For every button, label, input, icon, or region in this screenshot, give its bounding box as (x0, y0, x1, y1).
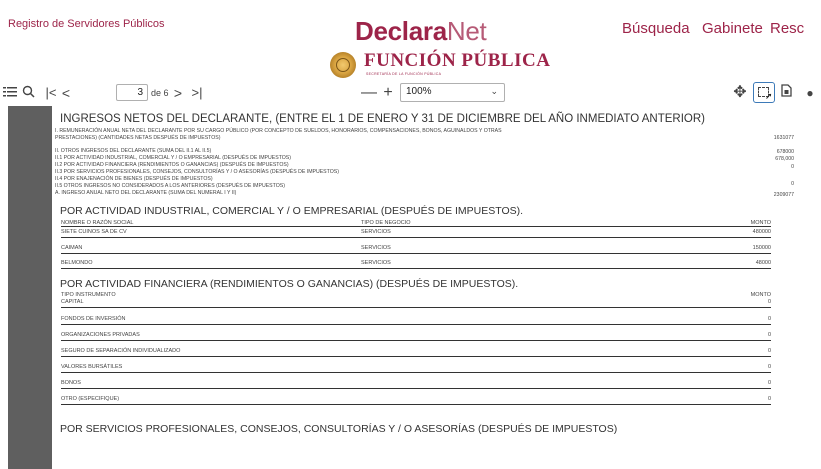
table-cell: 0 (767, 316, 771, 322)
table-cell: SERVICIOS (361, 260, 391, 266)
ingresos-row-label: A. INGRESO ANUAL NETO DEL DECLARANTE (SUMA DEL NUMERAL I Y II) (55, 190, 237, 196)
ingresos-row-label: II.4 POR ENAJENACIÓN DE BIENES (DESPUÉS DE IMPUESTOS) (55, 176, 213, 182)
table-cell: 480000 (752, 229, 771, 235)
ingresos-row-label: PRESTACIONES) (CANTIDADES NETAS DESPUÉS DE IMPUESTOS) (55, 135, 221, 141)
ingresos-row-label: II. OTROS INGRESOS DEL DECLARANTE (SUMA DEL II.1 AL II.5) (55, 148, 212, 154)
header-cell: TIPO INSTRUMENTO (61, 292, 116, 298)
last-page-icon[interactable]: >| (191, 85, 203, 100)
nav-busqueda[interactable]: Búsqueda (622, 20, 690, 37)
table-cell: SERVICIOS (361, 245, 391, 251)
more-icon[interactable]: ● (806, 86, 814, 100)
header-cell: NOMBRE O RAZÓN SOCIAL (61, 220, 134, 226)
zoom-value: 100% (406, 86, 432, 97)
seal-icon (330, 52, 356, 78)
ingresos-row-label: I. REMUNERACIÓN ANUAL NETA DEL DECLARANTE POR SU CARGO PÚBLICO (POR CONCEPTO DE SUELDOS, HONORARIOS, COMPENSACIONES, BONOS, AGUINALDOS Y OTRAS (55, 128, 502, 134)
servicios-title: POR SERVICIOS PROFESIONALES, CONSEJOS, CONSULTORÍAS Y / O ASESORÍAS (DESPUÉS DE IMPUESTOS) (60, 423, 618, 435)
table-row (61, 227, 771, 238)
table-row (61, 314, 771, 325)
table-cell: SIETE CUINOS SA DE CV (61, 229, 127, 235)
table-cell: CAPITAL (61, 299, 84, 305)
table-row (61, 394, 771, 405)
header-cell: TIPO DE NEGOCIO (361, 220, 411, 226)
zoom-select[interactable] (400, 83, 505, 102)
ingresos-row-value: 0 (791, 181, 794, 187)
select-icon[interactable]: ➚ (753, 82, 775, 103)
table-cell: 0 (767, 380, 771, 386)
ingresos-row-value: 0 (791, 164, 794, 170)
table-cell: SEGURO DE SEPARACIÓN INDIVIDUALIZADO (61, 348, 181, 354)
table-row (61, 258, 771, 269)
pdf-page (52, 106, 798, 469)
ingresos-row-label: II.5 OTROS INGRESOS NO CONSIDERADOS A LOS ANTERIORES (DESPUÉS DE IMPUESTOS) (55, 183, 285, 189)
ingresos-row-value: 678,000 (775, 156, 794, 162)
page-count-label: de 6 (151, 88, 169, 98)
ingresos-title: INGRESOS NETOS DEL DECLARANTE, (ENTRE EL 1 DE ENERO Y 31 DE DICIEMBRE DEL AÑO INMEDIATO ANTERIOR) (60, 113, 705, 125)
logo-bold: Declara (355, 16, 447, 46)
header-cell: MONTO (750, 220, 771, 226)
sidebar-icon[interactable] (2, 83, 18, 103)
table-cell: BONOS (61, 380, 81, 386)
table-cell: 0 (767, 364, 771, 370)
ingresos-row-value: 678000 (776, 149, 794, 155)
table-cell: 0 (767, 332, 771, 338)
page-number-input[interactable] (116, 84, 148, 101)
ingresos-row-value: 1631077 (773, 135, 794, 141)
table-row (61, 298, 771, 308)
ingresos-row-label: II.1 POR ACTIVIDAD INDUSTRIAL, COMERCIAL Y / O EMPRESARIAL (DESPUÉS DE IMPUESTOS) (55, 155, 291, 161)
table-cell: BELMONDO (61, 260, 93, 266)
viewer-gutter (8, 106, 52, 469)
ingresos-row-label: II.2 POR ACTIVIDAD FINANCIERA (RENDIMIENTOS O GANANCIAS) (DESPUÉS DE IMPUESTOS) (55, 162, 289, 168)
search-icon[interactable] (20, 83, 36, 103)
nav-resc[interactable]: Resc (770, 20, 805, 37)
ingresos-row-value: 2309077 (773, 192, 794, 198)
table-cell: SERVICIOS (361, 229, 391, 235)
industrial-title: POR ACTIVIDAD INDUSTRIAL, COMERCIAL Y / O EMPRESARIAL (DESPUÉS DE IMPUESTOS). (60, 205, 524, 217)
industrial-table-header (61, 218, 771, 227)
site-header (0, 0, 821, 50)
zoom-in-icon[interactable]: + (383, 84, 393, 101)
table-row (61, 362, 771, 373)
table-cell: OTRO (ESPECIFIQUE) (61, 396, 120, 402)
table-cell: ORGANIZACIONES PRIVADAS (61, 332, 140, 338)
table-cell: CAIMAN (61, 245, 83, 251)
funcion-publica-title: FUNCIÓN PÚBLICA (364, 50, 551, 71)
table-cell: 48000 (755, 260, 771, 266)
funcion-publica-subtitle: SECRETARÍA DE LA FUNCIÓN PÚBLICA (366, 72, 442, 76)
move-icon[interactable]: ✥ (733, 84, 747, 101)
table-cell: 0 (767, 348, 771, 354)
declaranet-logo[interactable] (355, 16, 486, 47)
registro-link[interactable]: Registro de Servidores Públicos (8, 18, 165, 30)
table-row (61, 330, 771, 341)
logo-light: Net (446, 16, 487, 46)
pdf-toolbar (0, 80, 821, 106)
table-cell: 150000 (752, 245, 771, 251)
table-row (61, 346, 771, 357)
table-cell: 0 (767, 396, 771, 402)
table-row (61, 243, 771, 254)
table-row (61, 378, 771, 389)
header-cell: MONTO (750, 292, 771, 298)
table-cell: VALORES BURSÁTILES (61, 364, 123, 370)
chevron-down-icon: ⌄ (490, 86, 498, 96)
zoom-out-icon[interactable]: — (361, 84, 377, 101)
nav-gabinete[interactable]: Gabinete (702, 20, 763, 37)
table-cell: 0 (767, 299, 771, 305)
document-viewer[interactable] (0, 106, 821, 469)
document-icon[interactable] (779, 83, 793, 103)
ingresos-row-label: II.3 POR SERVICIOS PROFESIONALES, CONSEJOS, CONSULTORÍAS Y / O ASESORÍAS (DESPUÉS DE IMPUESTOS) (55, 169, 339, 175)
viewer-right-margin (798, 106, 821, 469)
prev-page-icon[interactable]: < (61, 85, 71, 101)
first-page-icon[interactable]: |< (45, 85, 57, 100)
next-page-icon[interactable]: > (173, 85, 183, 101)
table-cell: FONDOS DE INVERSIÓN (61, 316, 126, 322)
financiera-title: POR ACTIVIDAD FINANCIERA (RENDIMIENTOS O GANANCIAS) (DESPUÉS DE IMPUESTOS). (60, 278, 519, 290)
